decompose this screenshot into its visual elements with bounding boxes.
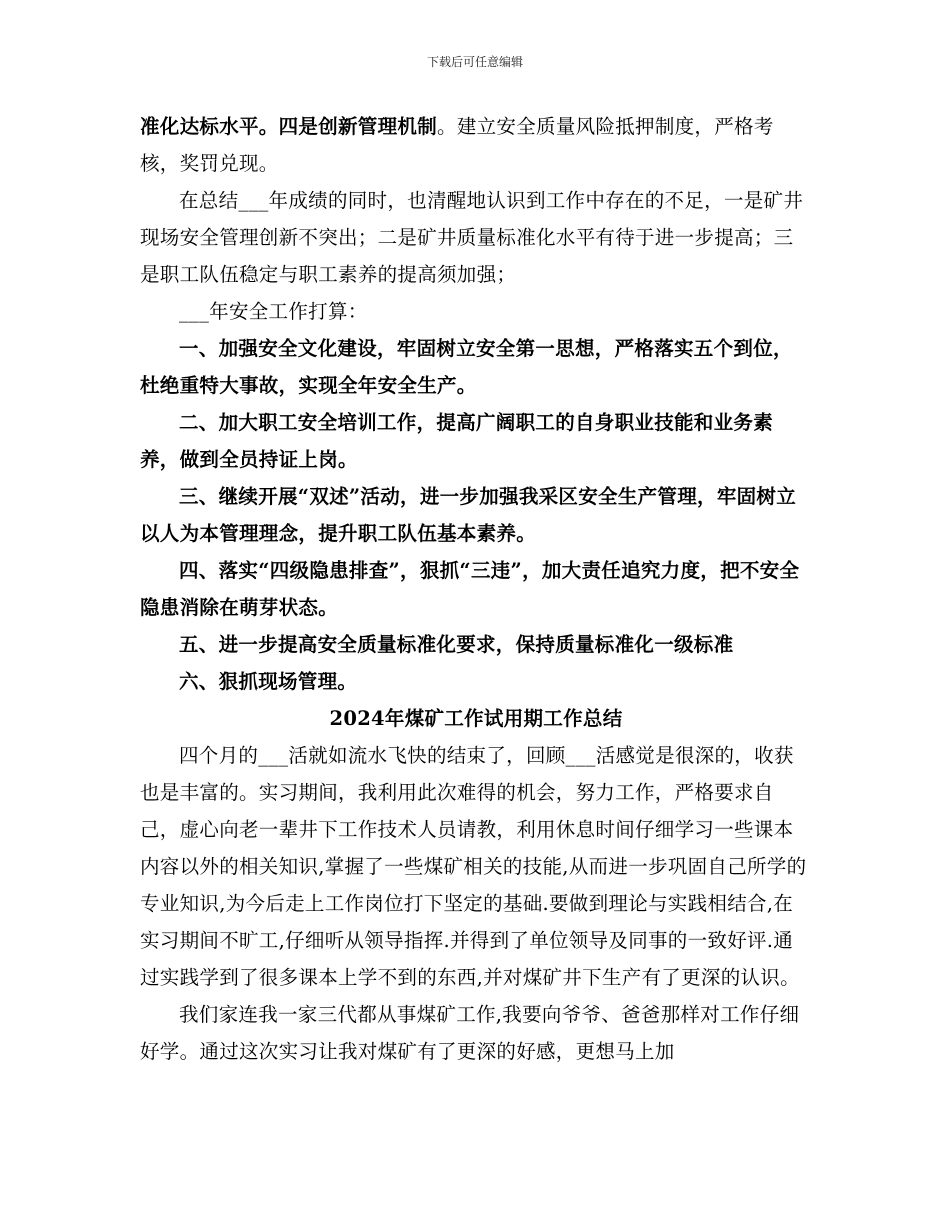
plan-item-4: 四、落实“四级隐患排查”，狠抓“三违”，加大责任追究力度，把不安全隐患消除在萌芽状态。 bbox=[140, 559, 800, 619]
paragraph-10: 四个月的___活就如流水飞快的结束了，回顾___活感觉是很深的，收获也是丰富的。实习期间，我利用此次难得的机会，努力工作，严格要求自己，虚心向老一辈井下工作技术人员请教，利用休息时间仔细学习一些课本内容以外的相关知识,掌握了一些煤矿相关的技能,从而进一步巩固自己所学的专业知识,为今后走上工作岗位打下坚定的基础.要做到理论与实践相结合,在实习期间不旷工,仔细听从领导指挥.并得到了单位领导及同事的一致好评.通过实践学到了很多课本上学不到的东西,并对煤矿井下生产有了更深的认识。 bbox=[140, 744, 807, 989]
paragraph-1-rest: 。建立安全质量风险抵押制度，严格考核，奖罚兑现。 bbox=[140, 115, 774, 175]
paragraph-2: 在总结___年成绩的同时，也清醒地认识到工作中存在的不足，一是矿井现场安全管理创新不突出；二是矿井质量标准化水平有待于进一步提高；三是职工队伍稳定与职工素养的提高须加强； bbox=[140, 189, 804, 286]
paragraph-1-bold: 准化达标水平。四是创新管理机制 bbox=[140, 115, 438, 138]
paragraph-11: 我们家连我一家三代都从事煤矿工作,我要向爷爷、爸爸那样对工作仔细好学。通过这次实习让我对煤矿有了更深的好感，更想马上加 bbox=[140, 1003, 800, 1063]
plan-item-1: 一、加强安全文化建设，牢固树立安全第一思想，严格落实五个到位，杜绝重特大事故，实现全年安全生产。 bbox=[140, 337, 793, 397]
section-title: 2024年煤矿工作试用期工作总结 bbox=[329, 707, 623, 730]
page-header: 下载后可任意编辑 bbox=[426, 55, 523, 69]
paragraph-3: ___年安全工作打算： bbox=[179, 300, 368, 323]
paragraph-1 bbox=[140, 108, 812, 182]
plan-item-2: 二、加大职工安全培训工作，提高广阔职工的自身职业技能和业务素养，做到全员持证上岗。 bbox=[140, 411, 774, 471]
plan-item-5: 五、进一步提高安全质量标准化要求，保持质量标准化一级标准 bbox=[179, 633, 734, 656]
document-body bbox=[140, 108, 812, 1070]
plan-item-6: 六、狠抓现场管理。 bbox=[179, 670, 358, 693]
plan-item-3: 三、继续开展“双述”活动，进一步加强我采区安全生产管理，牢固树立以人为本管理理念，提升职工队伍基本素养。 bbox=[140, 485, 797, 545]
